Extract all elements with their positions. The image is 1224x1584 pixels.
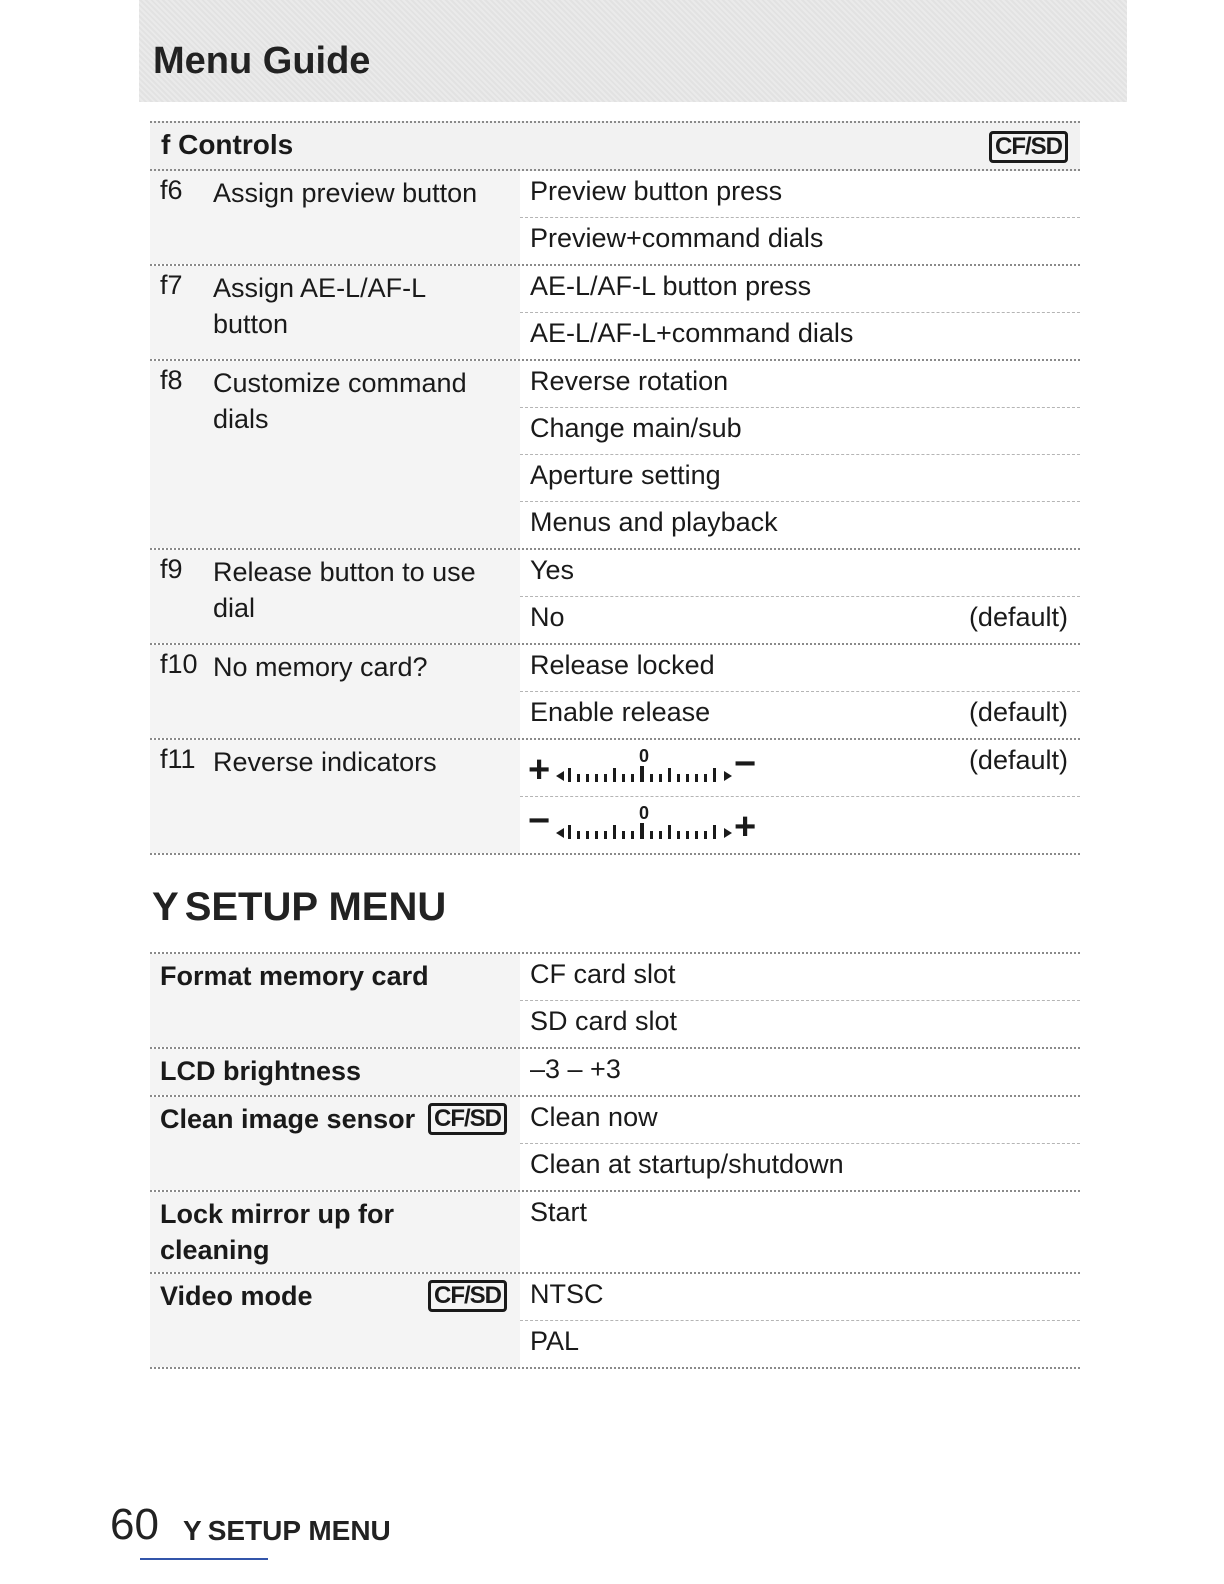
option-text: Preview+command dials xyxy=(530,223,824,253)
table-row xyxy=(150,171,1080,266)
wrench-icon: Y xyxy=(152,885,179,929)
option xyxy=(520,1144,1080,1190)
row-options xyxy=(520,954,1080,1047)
exposure-indicator-plus-left-icon xyxy=(528,746,778,790)
table-row xyxy=(150,266,1080,361)
row-options xyxy=(520,1274,1080,1367)
row-setting xyxy=(150,1097,520,1190)
cf-sd-badge: CF/SD xyxy=(428,1280,507,1312)
setting-label: Lock mirror up for cleaning xyxy=(160,1199,395,1265)
footer-underline xyxy=(140,1558,268,1560)
setting-label: Assign AE-L/AF-L button xyxy=(213,273,426,339)
indicator-center-zero: 0 xyxy=(639,803,650,823)
row-options xyxy=(520,1192,1080,1272)
row-setting xyxy=(150,171,520,264)
option xyxy=(520,266,1080,313)
option xyxy=(520,361,1080,408)
option-text: CF card slot xyxy=(530,959,676,989)
row-options xyxy=(520,171,1080,264)
default-note: (default) xyxy=(968,602,1068,632)
page-number: 60 xyxy=(110,1500,159,1549)
table-row xyxy=(150,550,1080,645)
option xyxy=(520,1001,1080,1047)
setting-label: Video mode xyxy=(160,1281,313,1311)
table-row xyxy=(150,645,1080,740)
setting-label: Reverse indicators xyxy=(213,747,437,777)
indicator-center-zero: 0 xyxy=(639,746,650,766)
row-options xyxy=(520,361,1080,548)
setting-code: f9 xyxy=(160,554,183,584)
setting-code: f7 xyxy=(160,270,183,300)
row-options xyxy=(520,1049,1080,1095)
row-setting xyxy=(150,954,520,1047)
setup-menu-title: SETUP MENU xyxy=(184,885,447,929)
setting-code: f8 xyxy=(160,365,183,395)
option-text: Enable release xyxy=(530,697,711,727)
option xyxy=(520,1049,1080,1095)
default-note: (default) xyxy=(968,745,1068,775)
option xyxy=(520,313,1080,359)
row-options xyxy=(520,645,1080,738)
setting-code: f11 xyxy=(160,744,196,774)
option-text: PAL xyxy=(530,1326,580,1356)
table-row xyxy=(150,954,1080,1049)
row-setting xyxy=(150,740,520,853)
option-text: Clean now xyxy=(530,1102,658,1132)
option xyxy=(520,1321,1080,1367)
table-row xyxy=(150,1274,1080,1369)
f-controls-header xyxy=(150,121,1080,171)
table-row xyxy=(150,1192,1080,1274)
row-setting xyxy=(150,1274,520,1367)
option xyxy=(520,740,1080,797)
option-text: –3 – +3 xyxy=(530,1054,621,1084)
f-controls-table xyxy=(150,121,1080,855)
default-note: (default) xyxy=(968,697,1068,727)
cf-sd-badge: CF/SD xyxy=(989,131,1068,163)
table-row xyxy=(150,1049,1080,1097)
indicator-right-sign: − xyxy=(734,746,757,785)
table-row xyxy=(150,1097,1080,1192)
option-text: AE-L/AF-L button press xyxy=(530,271,812,301)
setting-label: Format memory card xyxy=(160,961,429,991)
row-setting xyxy=(150,361,520,548)
option xyxy=(520,954,1080,1001)
option xyxy=(520,502,1080,548)
exposure-indicator-minus-left-icon xyxy=(528,803,778,847)
table-row xyxy=(150,740,1080,855)
setup-menu-table xyxy=(150,952,1080,1369)
option xyxy=(520,218,1080,264)
option xyxy=(520,1274,1080,1321)
row-options xyxy=(520,1097,1080,1190)
setting-label: LCD brightness xyxy=(160,1056,362,1086)
option xyxy=(520,645,1080,692)
option xyxy=(520,692,1080,738)
option-text: Change main/sub xyxy=(530,413,742,443)
option-text: AE-L/AF-L+command dials xyxy=(530,318,854,348)
table-row xyxy=(150,361,1080,550)
row-options xyxy=(520,266,1080,359)
row-setting xyxy=(150,266,520,359)
setup-menu-heading xyxy=(152,885,446,930)
wrench-icon: Y xyxy=(183,1515,202,1546)
option xyxy=(520,550,1080,597)
cf-sd-badge: CF/SD xyxy=(428,1103,507,1135)
option-text: SD card slot xyxy=(530,1006,678,1036)
option xyxy=(520,797,1080,853)
option xyxy=(520,455,1080,502)
option-text: Menus and playback xyxy=(530,507,778,537)
setting-label: Clean image sensor xyxy=(160,1104,416,1134)
option xyxy=(520,171,1080,218)
row-setting xyxy=(150,645,520,738)
option-text: Start xyxy=(530,1197,588,1227)
option-text: Release locked xyxy=(530,650,715,680)
option xyxy=(520,408,1080,455)
setting-code: f10 xyxy=(160,649,198,679)
setting-label: Assign preview button xyxy=(213,178,478,208)
option xyxy=(520,597,1080,643)
indicator-right-sign: + xyxy=(734,806,757,847)
indicator-left-sign: + xyxy=(528,749,551,790)
option xyxy=(520,1097,1080,1144)
option-text: NTSC xyxy=(530,1279,604,1309)
row-setting xyxy=(150,1192,520,1272)
row-options xyxy=(520,550,1080,643)
row-setting xyxy=(150,550,520,643)
page-title: Menu Guide xyxy=(153,40,371,82)
option-text: Reverse rotation xyxy=(530,366,729,396)
footer-section xyxy=(183,1515,391,1547)
option-text: Preview button press xyxy=(530,176,783,206)
row-options xyxy=(520,740,1080,853)
option-text: Yes xyxy=(530,555,575,585)
setting-label: No memory card? xyxy=(213,652,428,682)
option-text: Clean at startup/shutdown xyxy=(530,1149,844,1179)
setting-label: Release button to use dial xyxy=(213,557,476,623)
option-text: Aperture setting xyxy=(530,460,721,490)
setting-label: Customize command dials xyxy=(213,368,467,434)
indicator-left-sign: − xyxy=(528,803,551,842)
footer-section-title: SETUP MENU xyxy=(207,1515,391,1546)
option xyxy=(520,1192,1080,1238)
row-setting xyxy=(150,1049,520,1095)
option-text: No xyxy=(530,602,565,632)
setting-code: f6 xyxy=(160,175,183,205)
f-controls-title: f Controls xyxy=(161,129,294,160)
